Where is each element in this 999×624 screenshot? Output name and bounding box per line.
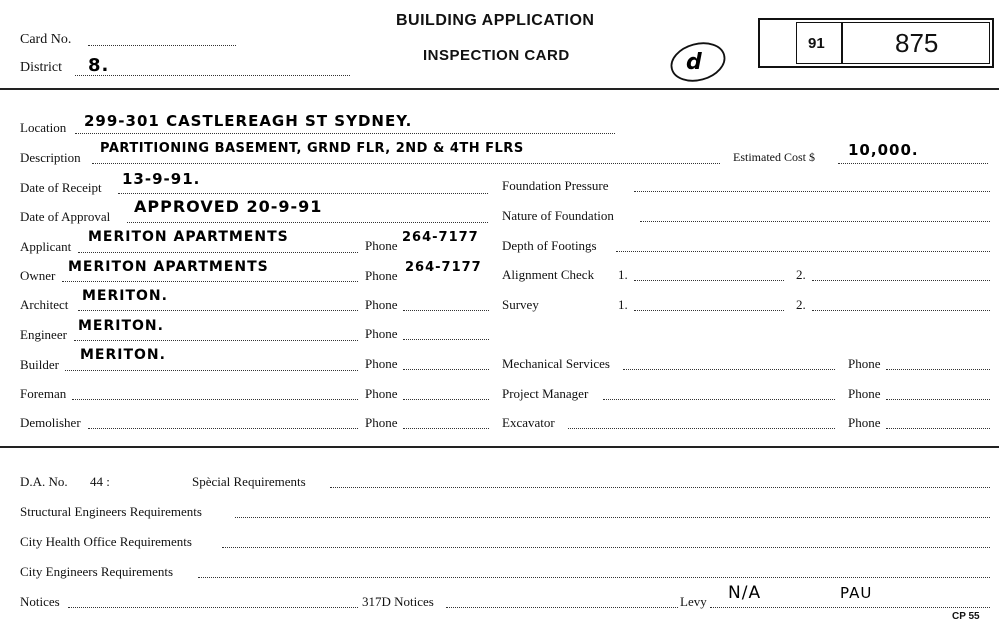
alignment-check-field-1[interactable] (634, 280, 784, 281)
owner-phone-label: Phone (365, 268, 398, 283)
builder-label: Builder (20, 357, 59, 372)
depth-footings-label: Depth of Footings (502, 238, 597, 253)
levy-value: N/A (728, 583, 762, 603)
date-approval-label: Date of Approval (20, 209, 111, 224)
survey-field-1[interactable] (634, 310, 784, 311)
project-manager-phone-label: Phone (848, 386, 881, 401)
builder-field[interactable] (65, 370, 358, 371)
location-label: Location (20, 120, 67, 135)
engineer-label: Engineer (20, 327, 67, 342)
applicant-label: Applicant (20, 239, 72, 254)
survey-field-2[interactable] (812, 310, 990, 311)
estimated-cost-label: Estimated Cost $ (733, 150, 815, 164)
footer-divider (0, 446, 999, 448)
excavator-label: Excavator (502, 415, 555, 430)
alignment-check-field-2[interactable] (812, 280, 990, 281)
applicant-value: MERITON APARTMENTS (88, 229, 289, 245)
city-engineers-requirements-field[interactable] (198, 577, 990, 578)
demolisher-phone-field[interactable] (403, 428, 489, 429)
alignment-check-num2: 2. (796, 267, 806, 282)
notices-317d-field[interactable] (446, 607, 678, 608)
health-requirements-field[interactable] (222, 547, 990, 548)
title-inspection-card: INSPECTION CARD (423, 47, 570, 64)
date-receipt-field[interactable] (118, 193, 488, 194)
builder-phone-label: Phone (365, 356, 398, 371)
date-receipt-value: 13-9-91. (122, 170, 201, 188)
da-number-label: D.A. No. (20, 474, 68, 489)
structural-requirements-field[interactable] (235, 517, 990, 518)
mechanical-phone-field[interactable] (886, 369, 990, 370)
location-value: 299-301 CASTLEREAGH ST SYDNEY. (84, 112, 413, 130)
description-value: PARTITIONING BASEMENT, GRND FLR, 2ND & 4TH FLRS (100, 141, 524, 156)
mechanical-label: Mechanical Services (502, 356, 610, 371)
estimated-cost-value: 10,000. (848, 141, 919, 159)
district-field[interactable] (75, 75, 350, 76)
date-approval-field[interactable] (127, 222, 488, 223)
excavator-phone-field[interactable] (886, 428, 990, 429)
description-label: Description (20, 150, 81, 165)
foreman-field[interactable] (72, 399, 358, 400)
estimated-cost-field[interactable] (838, 163, 988, 164)
engineer-field[interactable] (74, 340, 358, 341)
card-no-label: Card No. (20, 32, 72, 47)
city-engineers-requirements-label: City Engineers Requirements (20, 564, 174, 579)
applicant-phone-value: 264-7177 (402, 230, 479, 245)
owner-label: Owner (20, 268, 56, 283)
project-manager-phone-field[interactable] (886, 399, 990, 400)
card-number-prefix: 91 (808, 35, 825, 52)
demolisher-phone-label: Phone (365, 415, 398, 430)
levy-field[interactable] (710, 607, 990, 608)
da-number-value: 44 : (90, 474, 110, 489)
builder-phone-field[interactable] (403, 369, 489, 370)
nature-foundation-label: Nature of Foundation (502, 208, 614, 223)
architect-value: MERITON. (82, 288, 168, 304)
card-number-main: 875 (895, 28, 939, 58)
date-receipt-label: Date of Receipt (20, 180, 102, 195)
alignment-check-label: Alignment Check (502, 267, 595, 282)
paid-mark: PAU (840, 584, 873, 602)
owner-field[interactable] (62, 281, 358, 282)
date-approval-value: APPROVED 20-9-91 (134, 197, 323, 216)
survey-label: Survey (502, 297, 539, 312)
foreman-phone-field[interactable] (403, 399, 489, 400)
engineer-value: MERITON. (78, 318, 164, 334)
foundation-pressure-field[interactable] (634, 191, 990, 192)
survey-num2: 2. (796, 297, 806, 312)
form-code: CP 55 (952, 611, 980, 622)
foreman-label: Foreman (20, 386, 67, 401)
stamp-mark: d (686, 50, 703, 75)
district-value: 8. (88, 55, 110, 76)
engineer-phone-label: Phone (365, 326, 398, 341)
description-field[interactable] (92, 163, 720, 164)
applicant-phone-label: Phone (365, 238, 398, 253)
owner-phone-value: 264-7177 (405, 260, 482, 275)
owner-value: MERITON APARTMENTS (68, 259, 269, 275)
district-label: District (20, 60, 62, 75)
special-requirements-field[interactable] (330, 487, 990, 488)
notices-317d-label: 317D Notices (362, 594, 434, 609)
alignment-check-num1: 1. (618, 267, 628, 282)
health-requirements-label: City Health Office Requirements (20, 534, 192, 549)
architect-field[interactable] (78, 310, 358, 311)
project-manager-field[interactable] (603, 399, 835, 400)
location-field[interactable] (75, 133, 615, 134)
architect-phone-label: Phone (365, 297, 398, 312)
levy-label: Levy (680, 594, 707, 609)
mechanical-phone-label: Phone (848, 356, 881, 371)
foundation-pressure-label: Foundation Pressure (502, 178, 609, 193)
notices-label: Notices (20, 594, 60, 609)
architect-phone-field[interactable] (403, 310, 489, 311)
project-manager-label: Project Manager (502, 386, 589, 401)
notices-field[interactable] (68, 607, 358, 608)
foreman-phone-label: Phone (365, 386, 398, 401)
demolisher-label: Demolisher (20, 415, 81, 430)
header-divider (0, 88, 999, 90)
special-requirements-label: Spècial Requirements (192, 474, 306, 489)
excavator-field[interactable] (568, 428, 835, 429)
structural-requirements-label: Structural Engineers Requirements (20, 504, 202, 519)
survey-num1: 1. (618, 297, 628, 312)
nature-foundation-field[interactable] (640, 221, 990, 222)
depth-footings-field[interactable] (616, 251, 990, 252)
mechanical-field[interactable] (623, 369, 835, 370)
applicant-field[interactable] (78, 252, 358, 253)
builder-value: MERITON. (80, 347, 166, 363)
architect-label: Architect (20, 297, 69, 312)
excavator-phone-label: Phone (848, 415, 881, 430)
demolisher-field[interactable] (88, 428, 358, 429)
engineer-phone-field[interactable] (403, 339, 489, 340)
title-building-application: BUILDING APPLICATION (396, 12, 595, 29)
card-no-field[interactable] (88, 45, 236, 46)
